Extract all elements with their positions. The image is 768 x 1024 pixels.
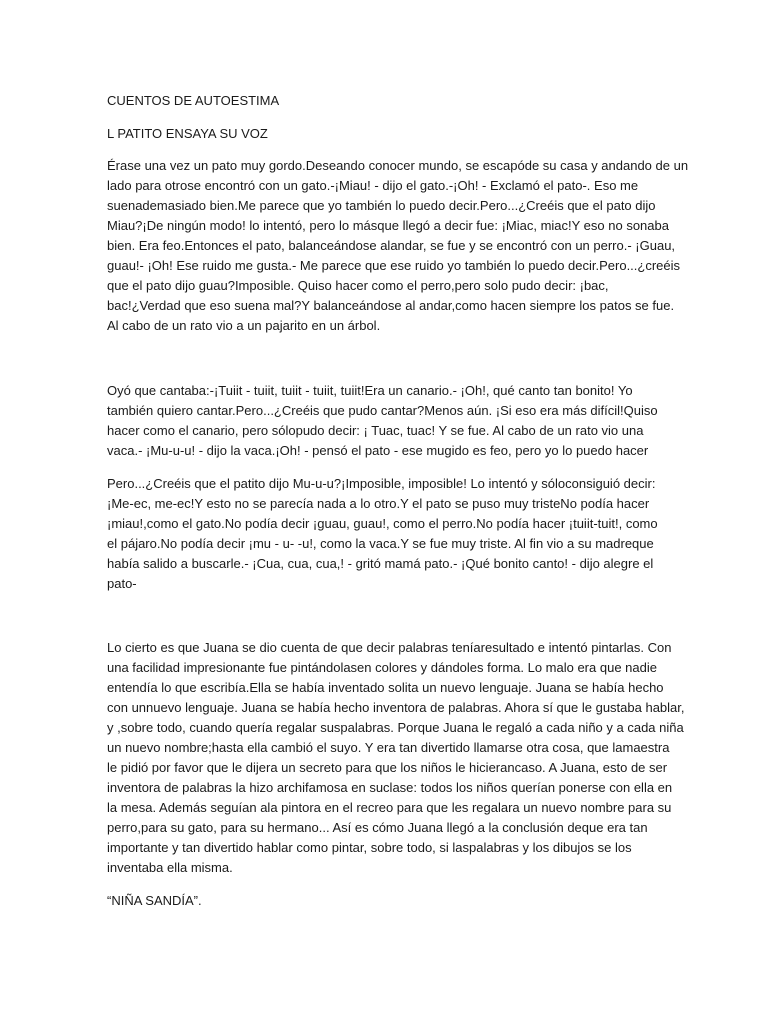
paragraph-line: suenademasiado bien.Me parece que yo también lo puedo decir.Pero...¿Creéis que el pato dijo: [107, 198, 656, 213]
paragraph-line: y ,sobre todo, cuando quería regalar suspalabras. Porque Juana le regaló a cada niño y a cada niña: [107, 720, 684, 735]
paragraph-line: vaca.- ¡Mu-u-u! - dijo la vaca.¡Oh! - pensó el pato - ese mugido es feo, pero yo lo puedo hacer: [107, 443, 649, 458]
paragraph-line: que el pato dijo guau?Imposible. Quiso hacer como el perro,pero solo pudo decir: ¡bac,: [107, 278, 609, 293]
paragraph-line: con unnuevo lenguaje. Juana se había hecho inventora de palabras. Ahora sí que le gustaba hablar,: [107, 700, 685, 715]
paragraph-line: había salido a buscarle.- ¡Cua, cua, cua,! - gritó mamá pato.- ¡Qué bonito canto! - dijo alegre el: [107, 556, 654, 571]
paragraph-line: guau!- ¡Oh! Ese ruido me gusta.- Me parece que ese ruido yo también lo puedo decir.Pero...¿creéis: [107, 258, 681, 273]
paragraph-line: una facilidad impresionante fue pintándolasen colores y dándoles forma. Lo malo era que nadie: [107, 660, 657, 675]
paragraph-line: Miau?¡De ningún modo! lo intentó, pero lo másque llegó a decir fue: ¡Miac, miac!Y eso no sonaba: [107, 218, 669, 233]
paragraph-line: bac!¿Verdad que eso suena mal?Y balanceándose al andar,como hacen siempre los patos se fue.: [107, 298, 675, 313]
paragraph-line: importante y tan divertido hablar como pintar, sobre todo, si laspalabras y los dibujos se los: [107, 840, 632, 855]
paragraph-line: también quiero cantar.Pero...¿Creéis que pudo cantar?Menos aún. ¡Si eso era más difícil!Quiso: [107, 403, 658, 418]
paragraph-line: Pero...¿Creéis que el patito dijo Mu-u-u?¡Imposible, imposible! Lo intentó y sóloconsiguió decir:: [107, 476, 656, 491]
paragraph-line: le pidió por favor que le dijera un secreto para que los niños le hicierancaso. A Juana, esto de ser: [107, 760, 668, 775]
paragraph-line: Érase una vez un pato muy gordo.Deseando conocer mundo, se escapóde su casa y andando de un: [107, 158, 689, 173]
paragraph-line: ¡miau!,como el gato.No podía decir ¡guau, guau!, como el perro.No podía hacer ¡tuiit-tuit!, como: [107, 516, 658, 531]
paragraph-line: inventaba ella misma.: [107, 860, 233, 875]
document-heading: CUENTOS DE AUTOESTIMA: [107, 93, 280, 108]
story-title: L PATITO ENSAYA SU VOZ: [107, 126, 268, 141]
paragraph-line: ¡Me-ec, me-ec!Y esto no se parecía nada a lo otro.Y el pato se puso muy tristeNo podía hacer: [107, 496, 650, 511]
paragraph-line: lado para otrose encontró con un gato.-¡Miau! - dijo el gato.-¡Oh! - Exclamó el pato-. Eso me: [107, 178, 639, 193]
paragraph-line: perro,para su gato, para su hermano... Así es cómo Juana llegó a la conclusión deque era tan: [107, 820, 648, 835]
paragraph-line: Oyó que cantaba:-¡Tuiit - tuiit, tuiit - tuiit, tuiit!Era un canario.- ¡Oh!, qué canto tan bonito! Yo: [107, 383, 633, 398]
closing-title: “NIÑA SANDÍA”.: [107, 893, 202, 908]
paragraph-line: bien. Era feo.Entonces el pato, balanceándose alandar, se fue y se encontró con un perro.- ¡Guau,: [107, 238, 676, 253]
paragraph-line: Al cabo de un rato vio a un pajarito en un árbol.: [107, 318, 381, 333]
paragraph-line: inventora de palabras la hizo archifamosa en suclase: todos los niños querían ponerse con ella en: [107, 780, 673, 795]
paragraph-line: un nuevo nombre;hasta ella cambió el suyo. Y era tan divertido llamarse otra cosa, que lamaestra: [107, 740, 670, 755]
paragraph-line: el pájaro.No podía decir ¡mu - u- -u!, como la vaca.Y se fue muy triste. Al fin vio a su madreque: [107, 536, 654, 551]
paragraph-line: hacer como el canario, pero sólopudo decir: ¡ Tuac, tuac! Y se fue. Al cabo de un rato vio una: [107, 423, 644, 438]
paragraph-line: pato-: [107, 576, 137, 591]
paragraph-line: entendía lo que escribía.Ella se había inventado solita un nuevo lenguaje. Juana se había hecho: [107, 680, 664, 695]
paragraph-line: Lo cierto es que Juana se dio cuenta de que decir palabras teníaresultado e intentó pintarlas. Con: [107, 640, 672, 655]
paragraph-line: la mesa. Además seguían ala pintora en el recreo para que les regalara un nuevo nombre para su: [107, 800, 672, 815]
